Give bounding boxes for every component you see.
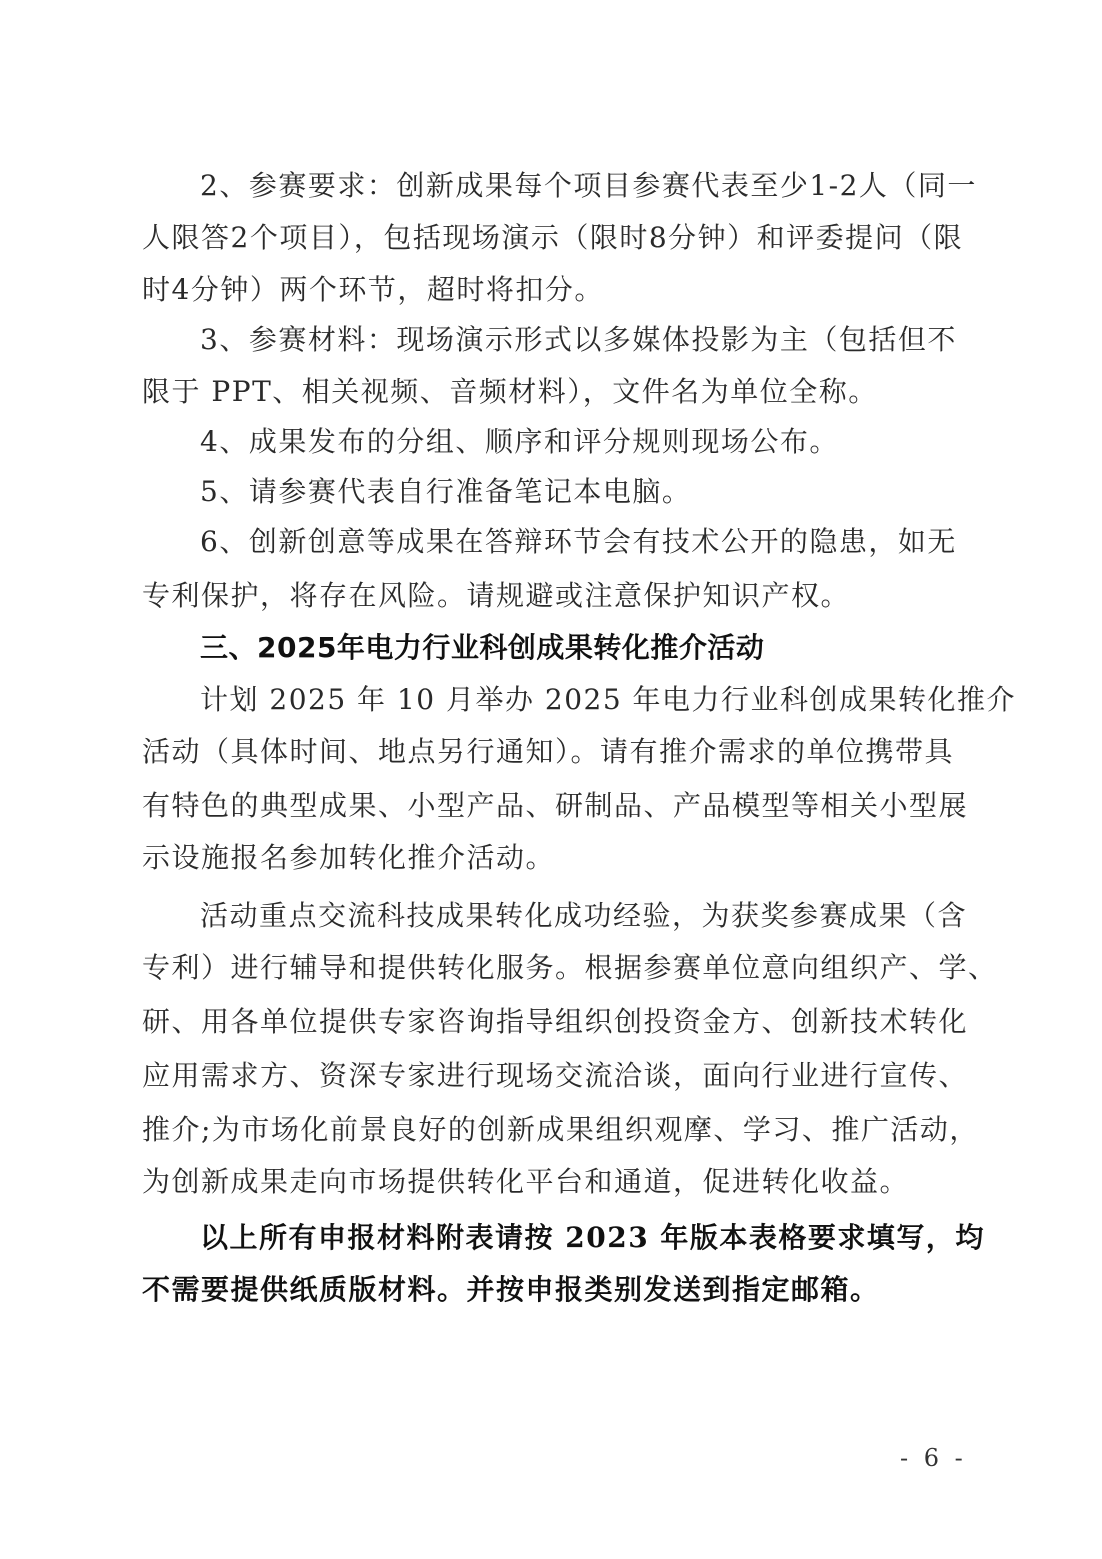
paragraph-line: 5、请参赛代表自行准备笔记本电脑。 bbox=[200, 475, 692, 508]
paragraph-line: 3、参赛材料：现场演示形式以多媒体投影为主（包括但不 bbox=[200, 323, 957, 356]
paragraph-line: 示设施报名参加转化推介活动。 bbox=[142, 841, 556, 874]
paragraph-line: 研、用各单位提供专家咨询指导组织创投资金方、创新技术转化 bbox=[142, 1005, 969, 1038]
paragraph-line: 活动重点交流科技成果转化成功经验，为获奖参赛成果（含 bbox=[200, 899, 968, 932]
section-heading: 三、2025年电力行业科创成果转化推介活动 bbox=[200, 631, 765, 664]
paragraph-line: 专利保护，将存在风险。请规避或注意保护知识产权。 bbox=[142, 579, 851, 612]
paragraph-line: 专利）进行辅导和提供转化服务。根据参赛单位意向组织产、学、 bbox=[142, 951, 998, 984]
paragraph-line: 人限答2个项目），包括现场演示（限时8分钟）和评委提问（限 bbox=[142, 221, 964, 254]
paragraph-line: 推介;为市场化前景良好的创新成果组织观摩、学习、推广活动， bbox=[142, 1113, 979, 1146]
paragraph-line: 应用需求方、资深专家进行现场交流洽谈，面向行业进行宣传、 bbox=[142, 1059, 969, 1092]
paragraph-line: 时4分钟）两个环节，超时将扣分。 bbox=[142, 273, 604, 306]
paragraph-line: 限于 PPT、相关视频、音频材料），文件名为单位全称。 bbox=[142, 375, 878, 408]
closing-line: 以上所有申报材料附表请按 2023 年版本表格要求填写，均 bbox=[200, 1221, 985, 1254]
paragraph-line: 有特色的典型成果、小型产品、研制品、产品模型等相关小型展 bbox=[142, 789, 969, 822]
paragraph-line: 4、成果发布的分组、顺序和评分规则现场公布。 bbox=[200, 425, 839, 458]
paragraph-line: 为创新成果走向市场提供转化平台和通道，促进转化收益。 bbox=[142, 1165, 910, 1198]
paragraph-line: 2、参赛要求：创新成果每个项目参赛代表至少1-2人（同一 bbox=[200, 169, 977, 202]
paragraph-line: 计划 2025 年 10 月举办 2025 年电力行业科创成果转化推介 bbox=[200, 683, 1017, 716]
paragraph-line: 6、创新创意等成果在答辩环节会有技术公开的隐患，如无 bbox=[200, 525, 957, 558]
page-number: - 6 - bbox=[900, 1444, 967, 1472]
paragraph-line: 活动（具体时间、地点另行通知）。请有推介需求的单位携带具 bbox=[142, 735, 955, 768]
closing-line: 不需要提供纸质版材料。并按申报类别发送到指定邮箱。 bbox=[142, 1273, 880, 1306]
